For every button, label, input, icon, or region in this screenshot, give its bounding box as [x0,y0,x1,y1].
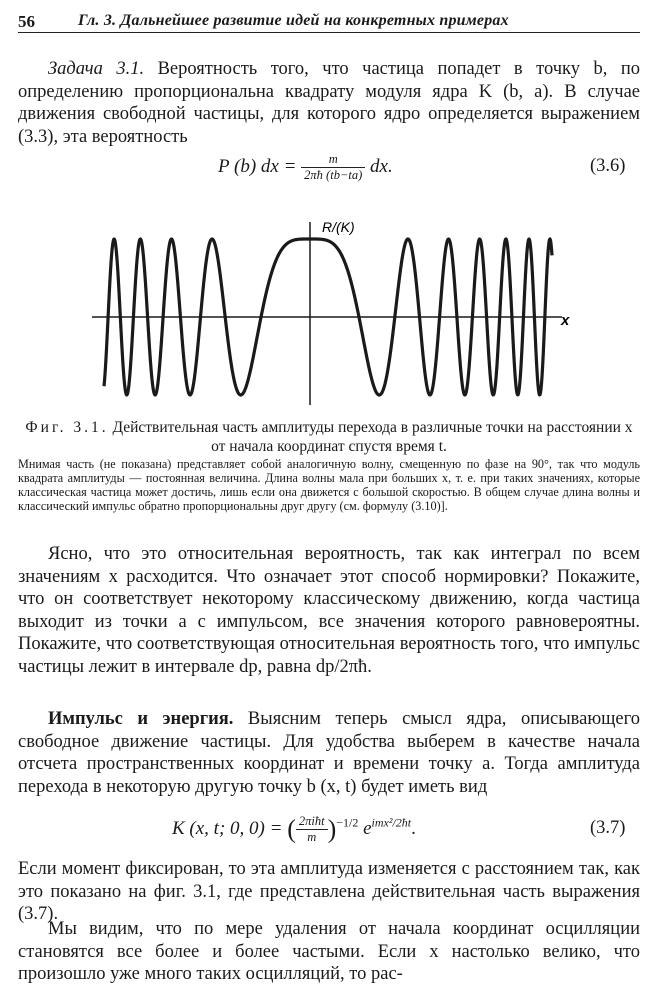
x-axis-label: x [561,312,570,329]
page-number: 56 [18,12,35,31]
section-momentum-energy [18,708,640,798]
problem-label: Задача 3.1. [48,59,145,79]
paragraph-normalization-text: Ясно, что это относительная вероятность, так как интеграл по всем значениям x расходится. Что означает этот способ нормировки? Покажите, что он соответствует некоторому классическому движению, когда частица выходит из точки a с импульсом, все значения которого равновероятны. Покажите, что соответствующая относительная вероятность того, что импульс частицы лежит в интервале dp, равна dp/2πħ. [18,544,640,677]
section-text: Выясним теперь смысл ядра, описывающего свободное движение частицы. Для удобства выберем в качестве начала отсчета пространственных координат и времени точку a. Тогда амплитуда перехода в некоторую другую точку b (x, t) будет иметь вид [18,709,640,797]
figure-3-1 [0,210,658,410]
eq37-fraction [296,814,328,845]
caption-label: Фиг. 3.1. [25,419,109,436]
header-rule [18,32,640,33]
eq37-lhs: K (x, t; 0, 0) = [172,817,283,839]
eq37-numerator: 2πiħt [296,814,328,830]
equation-3-7: K (x, t; 0, 0) = ( $\frac{\text{2πiħt}}{m}$ )$^{-1/2}$ $e^{imx^2/2ħt}$. [172,814,416,844]
caption-text: Действительная часть амплитуды перехода в различные точки на расстоянии x от начала координат спустя время t. [112,419,633,455]
eq37-exp-base: e [363,817,372,839]
eq36-lhs: P (b) dx = [218,155,297,177]
eq36-rhs: dx. [370,155,393,177]
paragraph-oscillations [18,918,640,986]
section-title: Импульс и энергия. [48,709,234,729]
paragraph-figure-ref-text: Если момент фиксирован, то эта амплитуда изменяется с расстоянием так, как это показано на фиг. 3.1, где представлена действительная часть выражения (3.7). [18,859,640,924]
eq37-denominator: m [307,830,317,844]
eq36-denominator: 2πħ (tb−ta) [304,168,363,182]
figure-caption [18,418,640,456]
problem-paragraph [18,58,640,148]
eq37-number: (3.7) [590,818,626,838]
caption-note: Мнимая часть (не показана) представляет собой аналогичную волну, смещенную по фазе на 90°, так что модуль квадрата амплитуды — постоянная величина. Длина волны мала при больших x, т. е. при таких значениях, которые классическая частица может достичь, лишь если она движется с большой скоростью. В общем случае длина волны и классический импульс обратно пропорциональны друг другу (см. формулу (3.10)]. [18,457,640,513]
running-title: Гл. 3. Дальнейшее развитие идей на конкретных примерах [78,12,509,29]
problem-text: Вероятность того, что частица попадет в точку b, по определению пропорциональна квадрату модуля ядра K (b, a). В случае движения свободной частицы, для которого ядро определяется выражением (3.3), эта вероятность [18,59,640,147]
paragraph-oscillations-text: Мы видим, что по мере удаления от начала координат осцилляции становятся все более и более частыми. Если x настолько велико, что произошло уже много таких осцилляций, то рас- [18,919,640,984]
eq36-numerator: m [301,152,365,168]
y-axis-label: R/(K) [322,219,355,235]
paragraph-figure-ref [18,858,640,926]
eq36-number: (3.6) [590,156,626,176]
eq36-fraction [301,152,365,183]
paragraph-normalization [18,543,640,678]
eq37-exp-power: imx²/2ħt [371,815,412,830]
page-header [18,8,640,34]
equation-3-6 [218,152,393,183]
eq37-exponent: −1/2 [336,815,359,830]
